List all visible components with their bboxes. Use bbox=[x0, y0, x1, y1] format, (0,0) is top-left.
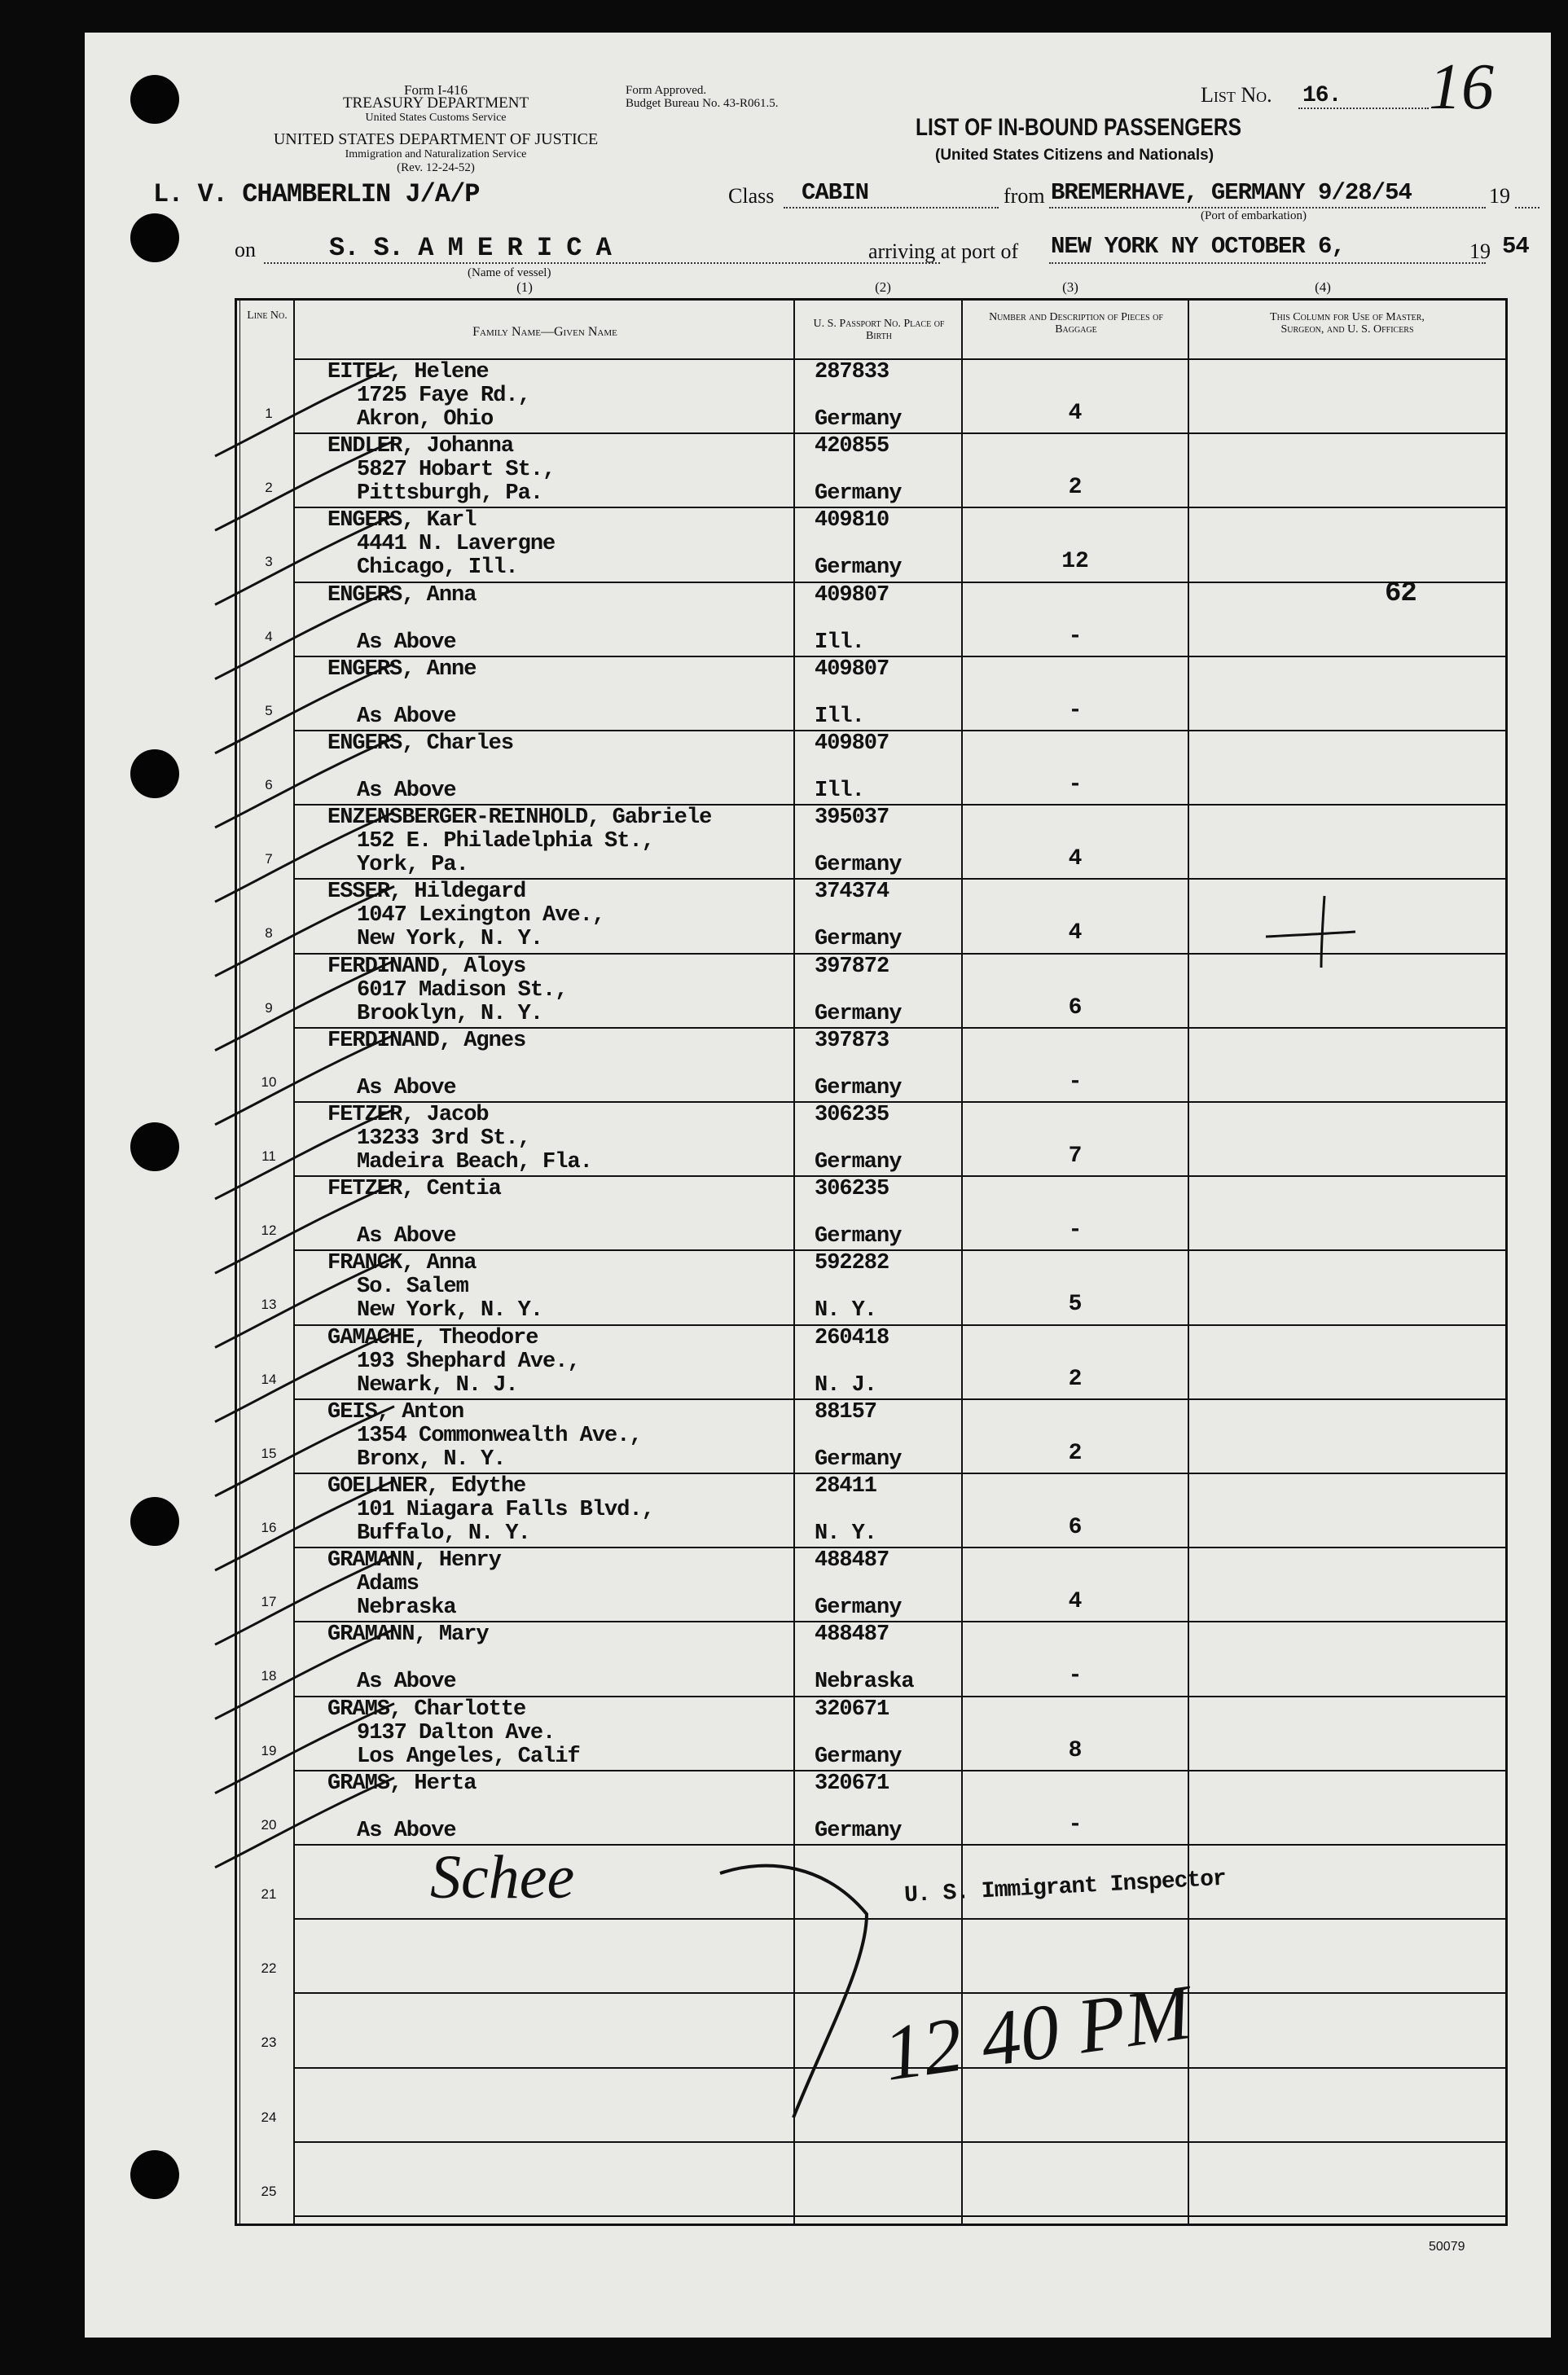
place-of-birth: Germany bbox=[815, 927, 902, 951]
revision-date: (Rev. 12-24-52) bbox=[397, 161, 475, 174]
address-line-2: Newark, N. J. bbox=[357, 1373, 518, 1398]
line-number: 8 bbox=[265, 925, 273, 941]
line-number: 17 bbox=[261, 1594, 277, 1609]
class-value: CABIN bbox=[802, 179, 869, 206]
place-of-birth: Ill. bbox=[815, 630, 864, 655]
place-of-birth: Ill. bbox=[815, 779, 864, 803]
baggage-count: 4 bbox=[1068, 401, 1083, 426]
passenger-name: ENGERS, Karl bbox=[327, 508, 477, 533]
line-number: 3 bbox=[265, 554, 273, 569]
baggage-count: 6 bbox=[1068, 1515, 1083, 1540]
line-number: 10 bbox=[261, 1074, 277, 1090]
line-number: 21 bbox=[261, 1886, 277, 1902]
place-of-birth: Germany bbox=[815, 853, 902, 877]
footer-code: 50079 bbox=[1429, 2240, 1465, 2254]
address-line-1: 13233 3rd St., bbox=[357, 1126, 530, 1151]
passenger-name: ENGERS, Anne bbox=[327, 657, 477, 682]
address-line-1: 9137 Dalton Ave. bbox=[357, 1721, 556, 1745]
check-mark bbox=[215, 812, 394, 902]
passport-number: 287833 bbox=[815, 360, 889, 384]
check-mark bbox=[215, 1035, 394, 1125]
list-number-handwritten: 16 bbox=[1429, 51, 1494, 123]
baggage-count: - bbox=[1068, 1218, 1083, 1243]
col-baggage-heading: Number and Description of Pieces of Baggage bbox=[989, 311, 1163, 336]
agent-name: L. V. CHAMBERLIN J/A/P bbox=[153, 179, 480, 209]
baggage-count: 7 bbox=[1068, 1144, 1083, 1169]
line-number: 24 bbox=[261, 2109, 277, 2125]
place-of-birth: Germany bbox=[815, 1224, 902, 1249]
check-mark bbox=[215, 738, 394, 828]
baggage-count: - bbox=[1068, 1812, 1083, 1837]
list-label: List No. bbox=[1201, 83, 1272, 107]
line-number: 18 bbox=[261, 1668, 277, 1684]
col-passport-divider bbox=[961, 298, 963, 2226]
place-of-birth: Germany bbox=[815, 407, 902, 432]
punch-hole bbox=[130, 749, 179, 798]
arrival-year-prefix: 19 bbox=[1469, 239, 1491, 263]
address-line-2: As Above bbox=[357, 1819, 456, 1843]
punch-hole bbox=[130, 2150, 179, 2199]
check-mark bbox=[215, 1407, 394, 1496]
col1-number: (1) bbox=[516, 279, 533, 295]
inspector-label: U. S. Immigrant Inspector bbox=[903, 1866, 1227, 1909]
line-number: 20 bbox=[261, 1817, 277, 1833]
time-note: 12 40 PM bbox=[878, 1968, 1197, 2097]
justice-dept: UNITED STATES DEPARTMENT OF JUSTICE bbox=[273, 130, 599, 148]
passenger-name: ENZENSBERGER-REINHOLD, Gabriele bbox=[327, 806, 712, 830]
passenger-name: GRAMS, Charlotte bbox=[327, 1697, 526, 1722]
address-line-2: Pittsburgh, Pa. bbox=[357, 481, 543, 506]
baggage-count: - bbox=[1068, 624, 1083, 649]
officer-note: 62 bbox=[1385, 578, 1416, 609]
address-line-2: Nebraska bbox=[357, 1596, 456, 1620]
from-label: from bbox=[1004, 184, 1045, 208]
arrival-port-date: NEW YORK NY OCTOBER 6, bbox=[1051, 233, 1345, 260]
officer-cross-mark bbox=[1258, 880, 1372, 977]
passenger-name: GRAMANN, Mary bbox=[327, 1622, 489, 1647]
line-number: 1 bbox=[265, 406, 273, 421]
address-line-1: 6017 Madison St., bbox=[357, 978, 568, 1003]
form-approved: Form Approved. bbox=[626, 84, 707, 97]
vessel-note: (Name of vessel) bbox=[468, 266, 551, 279]
punch-hole bbox=[130, 75, 179, 124]
passenger-name: GRAMS, Herta bbox=[327, 1771, 477, 1796]
passenger-name: GAMACHE, Theodore bbox=[327, 1326, 538, 1350]
col-name-heading: Family Name—Given Name bbox=[472, 325, 617, 339]
passenger-name: FRANCK, Anna bbox=[327, 1251, 477, 1275]
check-mark bbox=[215, 367, 394, 456]
check-mark bbox=[215, 1629, 394, 1719]
address-line-1: 193 Shephard Ave., bbox=[357, 1350, 580, 1374]
passenger-name: GOELLNER, Edythe bbox=[327, 1474, 526, 1499]
line-number: 11 bbox=[261, 1148, 276, 1164]
ins-service: Immigration and Naturalization Service bbox=[345, 148, 527, 160]
address-line-2: Buffalo, N. Y. bbox=[357, 1521, 530, 1546]
check-mark bbox=[215, 1778, 394, 1868]
punch-hole bbox=[130, 1122, 179, 1171]
address-line-2: As Above bbox=[357, 705, 456, 729]
year-prefix: 19 bbox=[1489, 184, 1510, 208]
line-number: 7 bbox=[265, 851, 273, 867]
place-of-birth: Germany bbox=[815, 1596, 902, 1620]
check-marks bbox=[207, 358, 533, 2232]
line-number: 14 bbox=[261, 1372, 277, 1387]
address-line-2: As Above bbox=[357, 1224, 456, 1249]
baggage-count: - bbox=[1068, 698, 1083, 723]
check-mark bbox=[215, 1332, 394, 1422]
place-of-birth: N. J. bbox=[815, 1373, 877, 1398]
check-mark bbox=[215, 1183, 394, 1273]
customs-service: United States Customs Service bbox=[365, 112, 507, 124]
passenger-name: ESSER, Hildegard bbox=[327, 880, 526, 904]
page-subtitle: (United States Citizens and Nationals) bbox=[935, 147, 1214, 164]
place-of-birth: N. Y. bbox=[815, 1298, 877, 1323]
line-number: 25 bbox=[261, 2184, 277, 2199]
passport-number: 488487 bbox=[815, 1548, 889, 1573]
address-line-2: York, Pa. bbox=[357, 853, 468, 877]
address-line-1: So. Salem bbox=[357, 1275, 468, 1299]
list-number: 16. bbox=[1302, 83, 1342, 108]
address-line-1: 152 E. Philadelphia St., bbox=[357, 829, 654, 854]
address-line-2: As Above bbox=[357, 1076, 456, 1100]
passenger-name: ENGERS, Charles bbox=[327, 731, 514, 756]
col2-number: (2) bbox=[875, 279, 891, 295]
place-of-birth: Germany bbox=[815, 1819, 902, 1843]
passport-number: 488487 bbox=[815, 1622, 889, 1647]
check-mark bbox=[215, 1109, 394, 1199]
passport-number: 409807 bbox=[815, 583, 889, 608]
baggage-count: 2 bbox=[1068, 475, 1083, 500]
passport-number: 28411 bbox=[815, 1474, 877, 1499]
check-mark bbox=[215, 1258, 394, 1347]
passport-number: 320671 bbox=[815, 1771, 889, 1796]
baggage-count: 4 bbox=[1068, 1589, 1083, 1614]
port-note: (Port of embarkation) bbox=[1201, 209, 1307, 222]
baggage-count: 12 bbox=[1061, 549, 1089, 574]
check-mark bbox=[215, 1555, 394, 1644]
table-right-border bbox=[1505, 298, 1508, 2226]
passport-number: 320671 bbox=[815, 1697, 889, 1722]
line-number: 15 bbox=[261, 1446, 277, 1461]
passport-number: 409807 bbox=[815, 657, 889, 682]
col-passport-heading: U. S. Passport No. Place of Birth bbox=[813, 318, 945, 342]
punch-hole bbox=[130, 213, 179, 262]
place-of-birth: Ill. bbox=[815, 705, 864, 729]
address-line-1: 101 Niagara Falls Blvd., bbox=[357, 1498, 654, 1522]
passport-number: 306235 bbox=[815, 1103, 889, 1127]
address-line-2: Akron, Ohio bbox=[357, 407, 494, 432]
table-top-border bbox=[235, 298, 1505, 301]
punch-hole bbox=[130, 1497, 179, 1546]
vessel-name: S. S. A M E R I C A bbox=[329, 233, 611, 263]
baggage-count: 2 bbox=[1068, 1441, 1083, 1466]
page-title: LIST OF IN-BOUND PASSENGERS bbox=[916, 114, 1242, 141]
place-of-birth: Germany bbox=[815, 1150, 902, 1174]
line-number: 19 bbox=[261, 1743, 277, 1758]
address-line-2: As Above bbox=[357, 630, 456, 655]
check-mark bbox=[215, 961, 394, 1051]
address-line-2: Brooklyn, N. Y. bbox=[357, 1002, 543, 1026]
place-of-birth: Nebraska bbox=[815, 1670, 914, 1694]
baggage-count: 2 bbox=[1068, 1367, 1083, 1392]
address-line-2: Chicago, Ill. bbox=[357, 555, 518, 580]
passenger-name: EITEL, Helene bbox=[327, 360, 489, 384]
place-of-birth: Germany bbox=[815, 1076, 902, 1100]
arrival-rule bbox=[1049, 262, 1486, 264]
passenger-name: ENGERS, Anna bbox=[327, 583, 477, 608]
line-number: 23 bbox=[261, 2035, 277, 2050]
place-of-birth: Germany bbox=[815, 1745, 902, 1769]
arriving-label: arriving at port of bbox=[868, 239, 1019, 263]
budget-bureau: Budget Bureau No. 43-R061.5. bbox=[626, 97, 779, 110]
address-line-2: Bronx, N. Y. bbox=[357, 1447, 506, 1472]
year-rule bbox=[1515, 207, 1539, 209]
line-number: 2 bbox=[265, 480, 273, 495]
address-line-1: Adams bbox=[357, 1572, 419, 1596]
baggage-count: 6 bbox=[1068, 995, 1083, 1021]
baggage-count: 4 bbox=[1068, 920, 1083, 946]
passport-number: 374374 bbox=[815, 880, 889, 904]
place-of-birth: N. Y. bbox=[815, 1521, 877, 1546]
line-number: 5 bbox=[265, 703, 273, 718]
line-number: 9 bbox=[265, 1000, 273, 1016]
class-label: Class bbox=[728, 184, 775, 208]
check-mark bbox=[215, 664, 394, 753]
address-line-2: New York, N. Y. bbox=[357, 1298, 543, 1323]
passport-number: 397873 bbox=[815, 1029, 889, 1053]
passport-number: 88157 bbox=[815, 1400, 877, 1425]
class-rule bbox=[784, 207, 999, 209]
col-baggage-divider bbox=[1188, 298, 1189, 2226]
baggage-count: - bbox=[1068, 772, 1083, 797]
place-of-birth: Germany bbox=[815, 1447, 902, 1472]
address-line-2: New York, N. Y. bbox=[357, 927, 543, 951]
passport-number: 397872 bbox=[815, 955, 889, 979]
check-mark bbox=[215, 441, 394, 530]
baggage-count: - bbox=[1068, 1663, 1083, 1688]
line-number: 12 bbox=[261, 1223, 277, 1238]
from-value: BREMERHAVE, GERMANY 9/28/54 bbox=[1051, 179, 1412, 206]
address-line-2: As Above bbox=[357, 1670, 456, 1694]
on-label: on bbox=[235, 238, 256, 261]
passport-number: 420855 bbox=[815, 434, 889, 459]
col-line-heading: Line No. bbox=[247, 309, 288, 322]
col4-number: (4) bbox=[1315, 279, 1331, 295]
line-number: 6 bbox=[265, 777, 273, 792]
line-number: 22 bbox=[261, 1960, 277, 1976]
place-of-birth: Germany bbox=[815, 555, 902, 580]
passport-number: 395037 bbox=[815, 806, 889, 830]
treasury-dept: TREASURY DEPARTMENT bbox=[342, 94, 529, 112]
line-number: 4 bbox=[265, 629, 273, 644]
address-line-1: 1047 Lexington Ave., bbox=[357, 903, 605, 928]
form-number: Form I-416 bbox=[404, 82, 468, 98]
passenger-name: GEIS, Anton bbox=[327, 1400, 464, 1425]
passenger-name: FETZER, Jacob bbox=[327, 1103, 489, 1127]
passport-number: 409807 bbox=[815, 731, 889, 756]
passenger-name: GRAMANN, Henry bbox=[327, 1548, 501, 1573]
place-of-birth: Germany bbox=[815, 481, 902, 506]
check-mark bbox=[215, 886, 394, 976]
inspector-signature: Schee bbox=[430, 1843, 575, 1912]
baggage-count: 5 bbox=[1068, 1292, 1083, 1317]
passport-number: 409810 bbox=[815, 508, 889, 533]
arrival-year: 54 bbox=[1502, 233, 1529, 260]
col3-number: (3) bbox=[1062, 279, 1078, 295]
line-number: 16 bbox=[261, 1520, 277, 1535]
check-mark bbox=[215, 1481, 394, 1570]
address-line-2: Madeira Beach, Fla. bbox=[357, 1150, 592, 1174]
passenger-name: FETZER, Centia bbox=[327, 1177, 501, 1201]
col-officers-heading: This Column for Use of Master, Surgeon, and U. S. Officers bbox=[1270, 311, 1425, 336]
address-line-1: 4441 N. Lavergne bbox=[357, 532, 556, 556]
address-line-1: 5827 Hobart St., bbox=[357, 458, 556, 482]
place-of-birth: Germany bbox=[815, 1002, 902, 1026]
passport-number: 306235 bbox=[815, 1177, 889, 1201]
baggage-count: 4 bbox=[1068, 846, 1083, 871]
check-mark bbox=[215, 515, 394, 604]
address-line-1: 1725 Faye Rd., bbox=[357, 384, 530, 408]
check-mark bbox=[215, 590, 394, 679]
passport-number: 260418 bbox=[815, 1326, 889, 1350]
manifest-page bbox=[85, 33, 1551, 2338]
baggage-count: 8 bbox=[1068, 1738, 1083, 1763]
check-mark bbox=[215, 1704, 394, 1793]
address-line-2: As Above bbox=[357, 779, 456, 803]
address-line-1: 1354 Commonwealth Ave., bbox=[357, 1424, 642, 1448]
passenger-name: FERDINAND, Aloys bbox=[327, 955, 526, 979]
passenger-name: ENDLER, Johanna bbox=[327, 434, 514, 459]
signature-stroke bbox=[704, 1849, 899, 2142]
passenger-name: FERDINAND, Agnes bbox=[327, 1029, 526, 1053]
address-line-2: Los Angeles, Calif bbox=[357, 1745, 580, 1769]
line-number: 13 bbox=[261, 1297, 277, 1312]
baggage-count: - bbox=[1068, 1069, 1083, 1095]
passport-number: 592282 bbox=[815, 1251, 889, 1275]
